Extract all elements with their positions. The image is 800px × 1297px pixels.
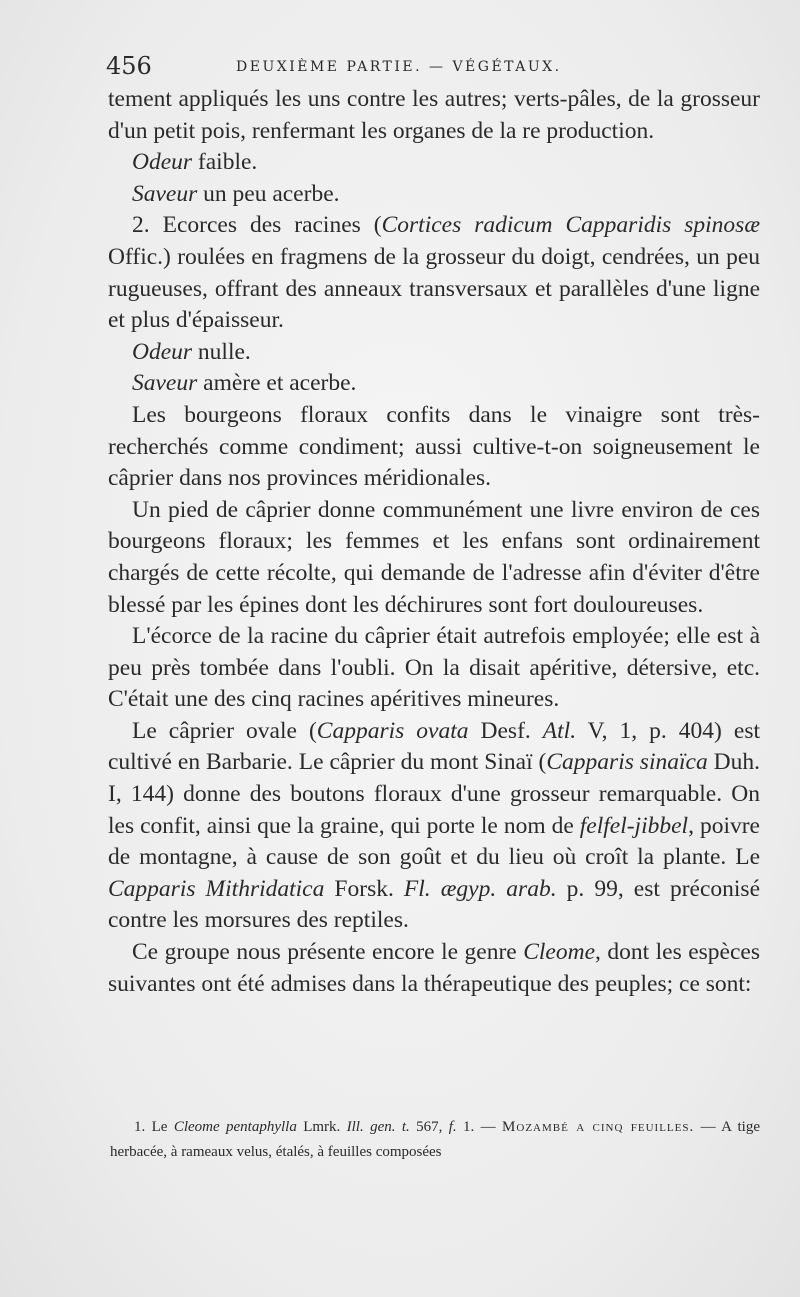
saveur-value: un peu acerbe. [197, 180, 340, 207]
text-run: 1. — [456, 1119, 503, 1135]
page-number: 456 [106, 52, 152, 80]
citation: Ill. gen. t. [346, 1119, 410, 1135]
running-head: DEUXIÈME PARTIE. — VÉGÉTAUX. [236, 59, 562, 75]
saveur-line-1 [108, 179, 760, 211]
item-2-text: Offic.) roulées en fragmens de la grosseur du doigt, cendrées, un peu rugueuses, offrant des anneaux transversaux et parallèles d'une ligne et plus d'épaisseur. [108, 243, 760, 334]
saveur-label: Saveur [132, 370, 198, 397]
footnote-1 [110, 1115, 760, 1165]
text-run: Le câprier ovale ( [132, 717, 317, 744]
odeur-label: Odeur [132, 338, 193, 365]
body-text [108, 84, 760, 1000]
saveur-value: amère et acerbe. [197, 370, 357, 397]
item-2 [108, 210, 760, 336]
text-run: — A tige herbacée, à rameaux velus, étalés, à feuilles composées [110, 1119, 761, 1160]
text-run: p. 99, est préconisé contre les morsures des reptiles. [108, 875, 760, 934]
latin-name: Capparis ovata [316, 717, 469, 744]
citation: Atl. [542, 717, 577, 744]
latin-name: Capparis Mithridatica [108, 875, 325, 902]
text-run: 567, [409, 1119, 449, 1135]
latin-name: Cleome pentaphylla [173, 1119, 297, 1135]
paragraph-continuation: tement appliqués les uns contre les autres; verts-pâles, de la grosseur d'un petit pois, renfermant les organes de la re production. [108, 86, 760, 144]
citation: f. [448, 1119, 457, 1135]
odeur-label: Odeur [132, 149, 193, 176]
text-run: Desf. [468, 717, 543, 744]
text-run: , dont les espèces suivantes ont été admises dans la thérapeutique des peuples; ce sont: [108, 939, 760, 997]
paragraph-pied: Un pied de câprier donne communément une livre environ de ces bourgeons floraux; les femmes et les enfans sont ordinairement chargés de cette récolte, qui demande de l'adresse afin d'éviter d'être blessé par les épines dont les déchirures sont fort douloureuses. [108, 496, 760, 618]
odeur-line-2 [108, 337, 760, 369]
genus-name: Cleome [523, 939, 596, 966]
paragraph-ecorce: L'écorce de la racine du câprier était autrefois employée; elle est à peu près tombée dans l'oubli. On la disait apéritive, détersive, etc. C'était une des cinq racines apéritives mineures. [108, 623, 760, 713]
latin-name: Capparis sinaïca [546, 749, 708, 776]
vernacular-name: felfel-jibbel [579, 812, 689, 839]
text-run: V, 1, p. 404) est cultivé en Barbarie. Le câprier du mont Sinaï ( [108, 717, 760, 776]
text-run: , poivre de montagne, à cause de son goût et du lieu où croît la plante. Le [108, 812, 760, 871]
footnote [110, 1115, 760, 1165]
odeur-line-1 [108, 147, 760, 179]
odeur-value: nulle. [192, 338, 251, 365]
citation: Fl. ægyp. arab. [403, 875, 557, 902]
text-run: 1. Le [134, 1119, 174, 1135]
text-run: Forsk. [324, 875, 404, 902]
text-run: Ce groupe nous présente encore le genre [132, 939, 524, 966]
item-2-intro: 2. Ecorces des racines ( [132, 212, 382, 239]
paragraph-bourgeons: Les bourgeons floraux confits dans le vinaigre sont très-recherchés comme condiment; aussi cultive-t-on soigneusement le câprier dans nos provinces méridionales. [108, 401, 760, 492]
paragraph-caprier-ovale [108, 716, 760, 937]
saveur-line-2 [108, 368, 760, 400]
saveur-label: Saveur [132, 180, 198, 207]
paragraph-groupe [108, 937, 760, 1000]
odeur-value: faible. [192, 149, 258, 176]
text-run: Lmrk. [296, 1119, 347, 1135]
common-name: Mozambé a cinq feuilles. [502, 1119, 695, 1135]
item-2-latin: Cortices radicum Capparidis spinosæ [381, 212, 760, 239]
text-run: Duh. I, 144) donne des boutons floraux d'une grosseur remarquable. On les confit, ainsi que la graine, qui porte le nom de [108, 749, 760, 839]
